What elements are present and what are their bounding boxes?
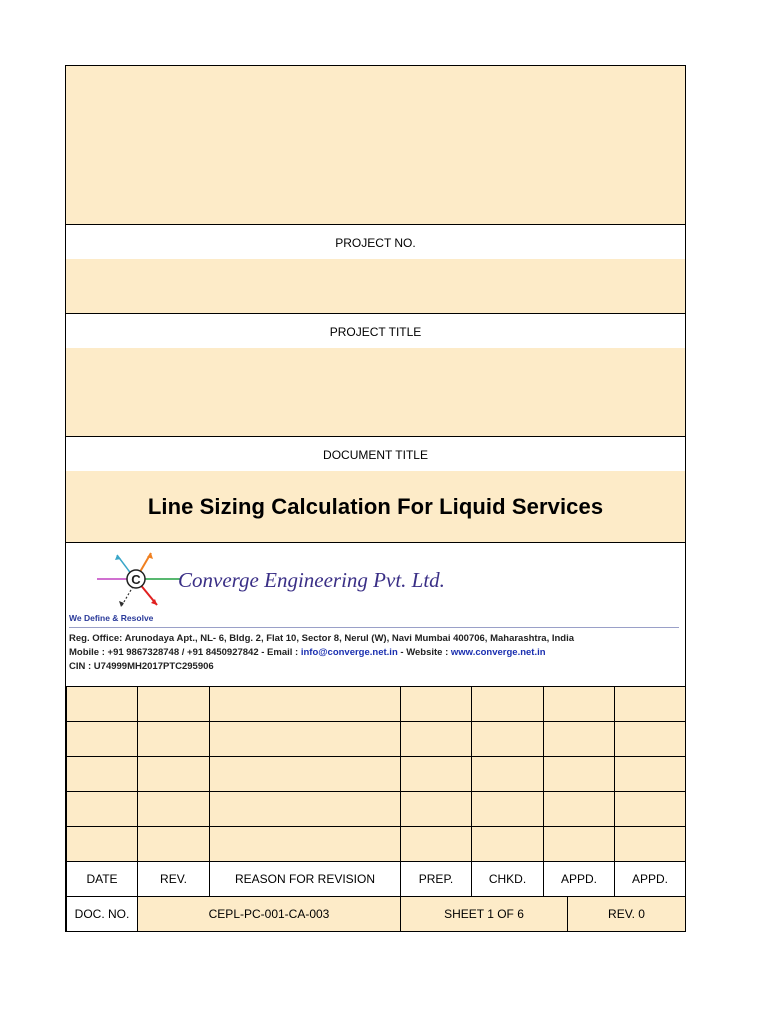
document-title: Line Sizing Calculation For Liquid Services bbox=[66, 471, 685, 542]
header-appd-2: APPD. bbox=[615, 862, 686, 897]
revision-row bbox=[67, 687, 686, 722]
client-logo-area bbox=[66, 66, 685, 224]
header-rev: REV. bbox=[138, 862, 210, 897]
project-title-value bbox=[66, 348, 685, 436]
header-date: DATE bbox=[67, 862, 138, 897]
revision-row bbox=[67, 757, 686, 792]
mobile-text: Mobile : +91 9867328748 / +91 8450927842 - Email : bbox=[69, 647, 301, 658]
header-reason: REASON FOR REVISION bbox=[210, 862, 401, 897]
project-title-label: PROJECT TITLE bbox=[66, 313, 685, 349]
title-sheet bbox=[65, 65, 686, 932]
svg-text:C: C bbox=[131, 572, 141, 587]
document-footer bbox=[66, 896, 686, 932]
header-appd: APPD. bbox=[544, 862, 615, 897]
header-chkd: CHKD. bbox=[472, 862, 544, 897]
revision-table bbox=[66, 686, 686, 897]
website-prefix: - Website : bbox=[397, 647, 451, 658]
company-logo-icon bbox=[91, 547, 191, 617]
email-link[interactable]: info@converge.net.in bbox=[300, 647, 398, 658]
project-no-label: PROJECT NO. bbox=[66, 224, 685, 260]
doc-no-label: DOC. NO. bbox=[67, 897, 138, 932]
company-block bbox=[66, 542, 685, 687]
revision-number: REV. 0 bbox=[568, 897, 686, 932]
revision-row bbox=[67, 722, 686, 757]
contact-line bbox=[69, 647, 546, 658]
header-prep: PREP. bbox=[401, 862, 472, 897]
revision-header-row bbox=[67, 862, 686, 897]
revision-row bbox=[67, 827, 686, 862]
doc-no-value: CEPL-PC-001-CA-003 bbox=[138, 897, 401, 932]
divider bbox=[69, 627, 679, 628]
website-link[interactable]: www.converge.net.in bbox=[450, 647, 546, 658]
project-no-value bbox=[66, 259, 685, 313]
company-tagline: We Define & Resolve bbox=[69, 613, 154, 623]
cin-number: CIN : U74999MH2017PTC295906 bbox=[69, 661, 214, 672]
revision-row bbox=[67, 792, 686, 827]
company-name: Converge Engineering Pvt. Ltd. bbox=[178, 568, 445, 592]
reg-office-address: Reg. Office: Arunodaya Apt., NL- 6, Bldg. 2, Flat 10, Sector 8, Nerul (W), Navi Mumbai 400706, Maharashtra, India bbox=[69, 633, 575, 644]
sheet-number: SHEET 1 OF 6 bbox=[401, 897, 568, 932]
document-title-label: DOCUMENT TITLE bbox=[66, 436, 685, 472]
